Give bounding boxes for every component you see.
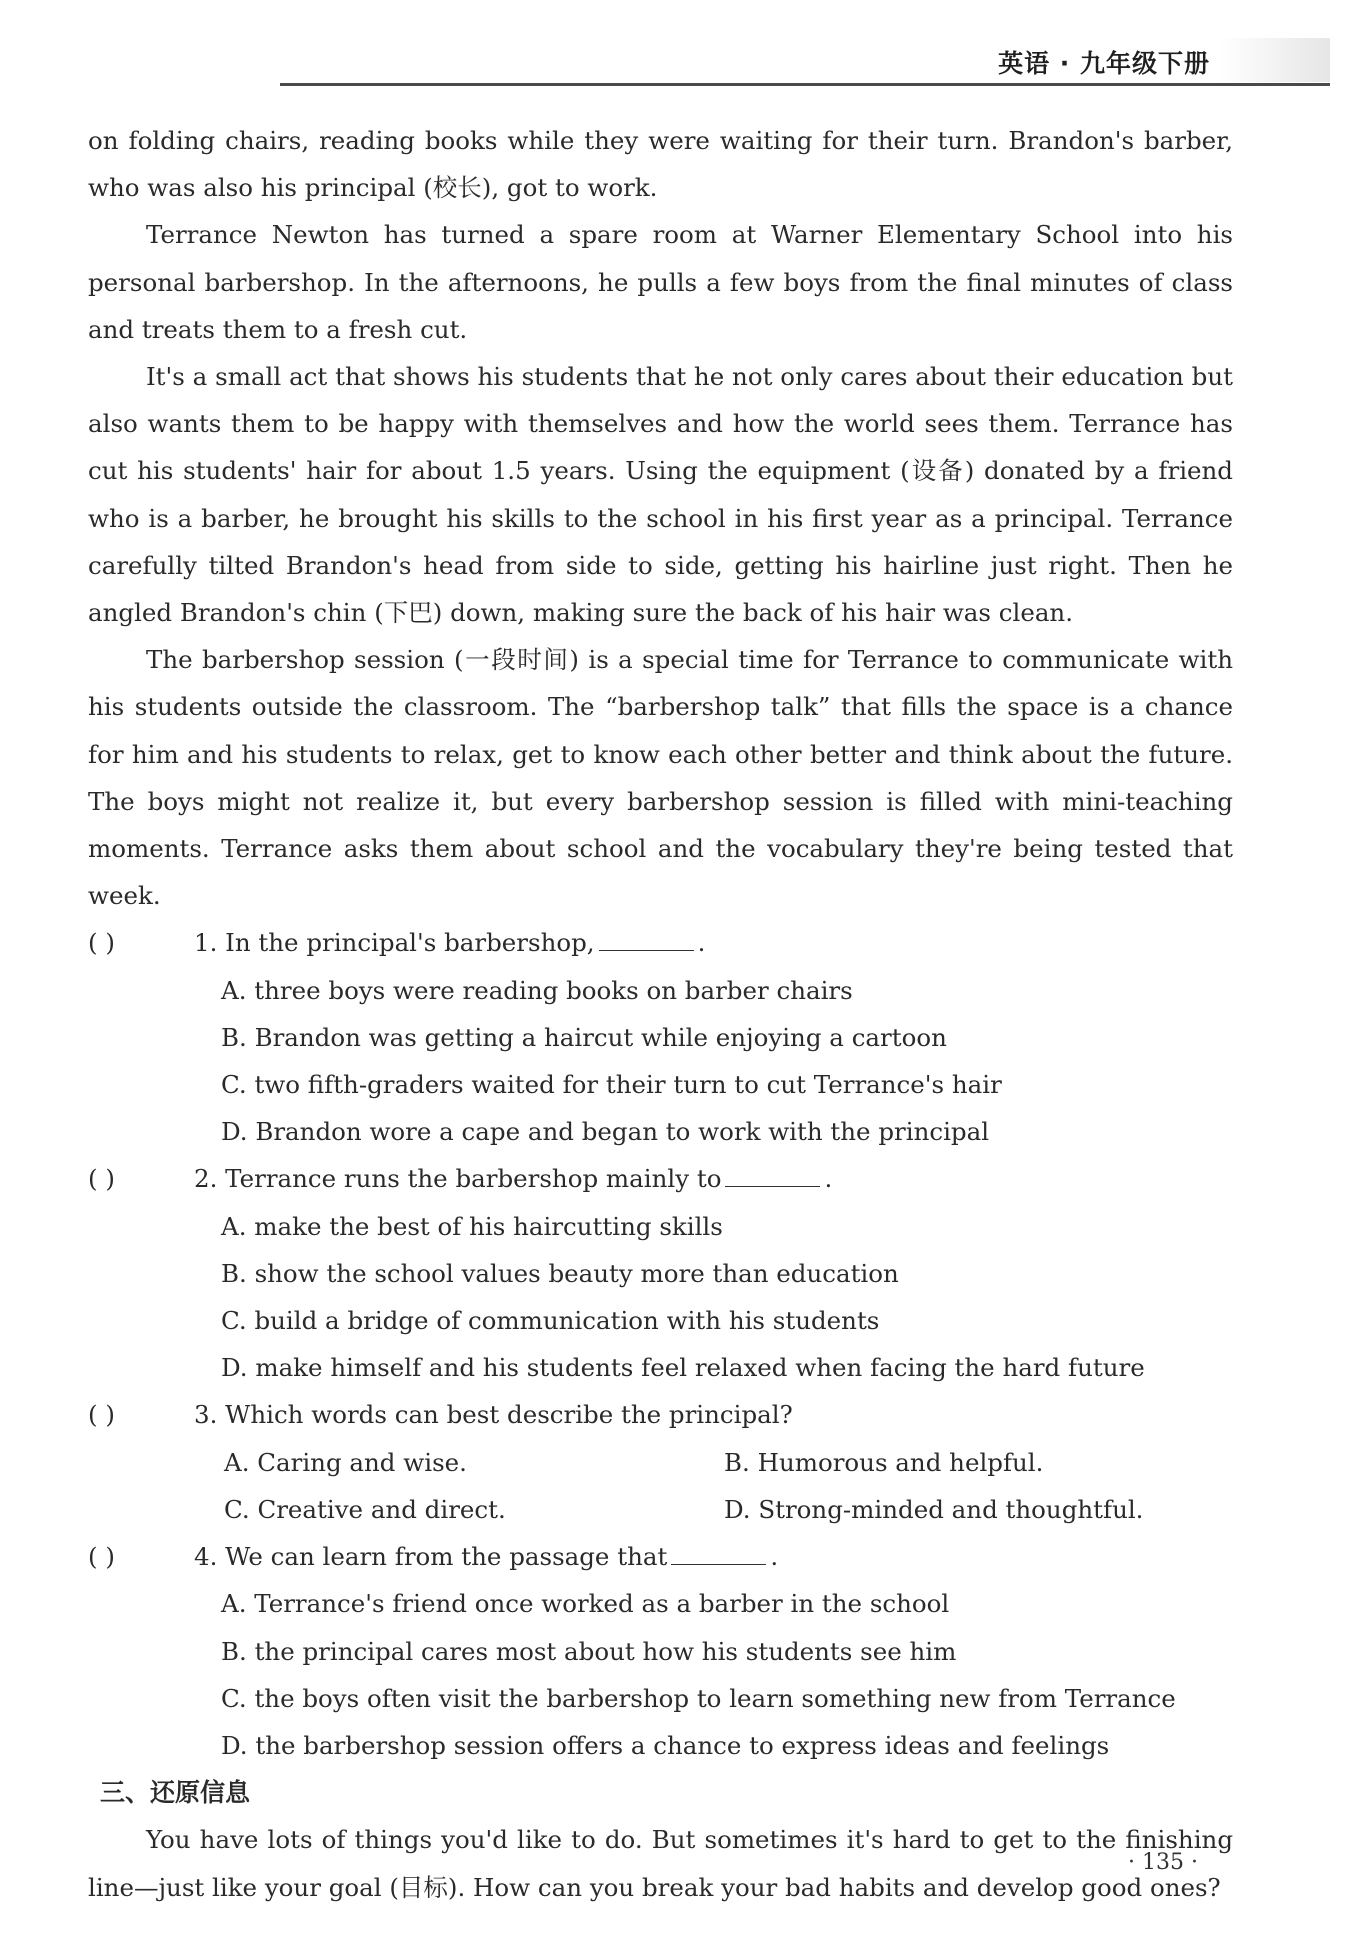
answer-bracket[interactable]: ( ): [88, 1400, 115, 1430]
passage-paragraph-4: The barbershop session (一段时间) is a special time for Terrance to communicate with his students outside the classroom. The “barbershop talk” that fills the space is a chance for him and his students to relax, get to know each other better and think about the future. The boys might not realize it, but every barbershop session is filled with mini-teaching moments. Terrance asks them about school and the vocabulary they're being tested that week.: [88, 645, 1233, 911]
section-intro: You have lots of things you'd like to do. But sometimes it's hard to get to the finishing line—just like your goal (目标). How can you break your bad habits and develop good ones?: [88, 1825, 1233, 1902]
answer-bracket[interactable]: ( ): [88, 1164, 115, 1194]
question-2: [88, 1155, 1233, 1391]
question-1: [88, 919, 1233, 1155]
question-3: [88, 1391, 1233, 1533]
option-d: D. make himself and his students feel relaxed when facing the hard future: [221, 1353, 1145, 1383]
question-stem: 2. Terrance runs the barbershop mainly to: [194, 1164, 722, 1194]
option-c: C. build a bridge of communication with his students: [221, 1306, 880, 1336]
option-c: C. the boys often visit the barbershop to learn something new from Terrance: [221, 1683, 1176, 1713]
page-body: [88, 117, 1233, 1911]
answer-blank[interactable]: [671, 1541, 766, 1565]
question-end: .: [770, 1542, 779, 1572]
option-b: B. show the school values beauty more than education: [221, 1258, 899, 1288]
answer-blank[interactable]: [599, 927, 694, 951]
passage-paragraph-2: Terrance Newton has turned a spare room at Warner Elementary School into his personal barbershop. In the afternoons, he pulls a few boys from the final minutes of class and treats them to a fresh cut.: [88, 220, 1233, 344]
option-a: A. Caring and wise.: [224, 1447, 467, 1477]
option-a: A. Terrance's friend once worked as a barber in the school: [221, 1589, 950, 1619]
question-stem: 4. We can learn from the passage that: [194, 1542, 668, 1572]
option-b: B. Brandon was getting a haircut while enjoying a cartoon: [221, 1022, 947, 1052]
passage-paragraph-1: on folding chairs, reading books while they were waiting for their turn. Brandon's barber, who was also his principal (校长), got to work.: [88, 126, 1233, 203]
option-c: C. Creative and direct.: [224, 1494, 506, 1524]
page-header: [280, 38, 1330, 86]
option-d: D. Brandon wore a cape and began to work with the principal: [221, 1117, 990, 1147]
header-shade: [1220, 38, 1330, 82]
question-4: [88, 1533, 1233, 1769]
page-number: · 135 ·: [1128, 1850, 1198, 1875]
option-d: D. Strong-minded and thoughtful.: [724, 1494, 1144, 1524]
question-stem: 1. In the principal's barbershop,: [194, 928, 595, 958]
header-title: 英语 · 九年级下册: [998, 49, 1210, 78]
header-rule: [280, 83, 1330, 86]
question-end: .: [824, 1164, 833, 1194]
passage-paragraph-3: It's a small act that shows his students that he not only cares about their education but also wants them to be happy with themselves and how the world sees them. Terrance has cut his students' hair for about 1.5 years. Using the equipment (设备) donated by a friend who is a barber, he brought his skills to the school in his first year as a principal. Terrance carefully tilted Brandon's head from side to side, getting his hairline just right. Then he angled Brandon's chin (下巴) down, making sure the back of his hair was clean.: [88, 362, 1233, 628]
option-a: A. make the best of his haircutting skills: [221, 1211, 723, 1241]
answer-bracket[interactable]: ( ): [88, 1542, 115, 1572]
option-a: A. three boys were reading books on barber chairs: [221, 975, 853, 1005]
question-stem: 3. Which words can best describe the principal?: [194, 1400, 793, 1430]
question-end: .: [697, 928, 706, 958]
answer-blank[interactable]: [725, 1163, 820, 1187]
section-heading: 三、还原信息: [100, 1778, 251, 1808]
option-c: C. two fifth-graders waited for their turn to cut Terrance's hair: [221, 1070, 1002, 1100]
option-d: D. the barbershop session offers a chance to express ideas and feelings: [221, 1730, 1110, 1760]
option-b: B. Humorous and helpful.: [724, 1447, 1044, 1477]
answer-bracket[interactable]: ( ): [88, 928, 115, 958]
option-b: B. the principal cares most about how his students see him: [221, 1636, 957, 1666]
